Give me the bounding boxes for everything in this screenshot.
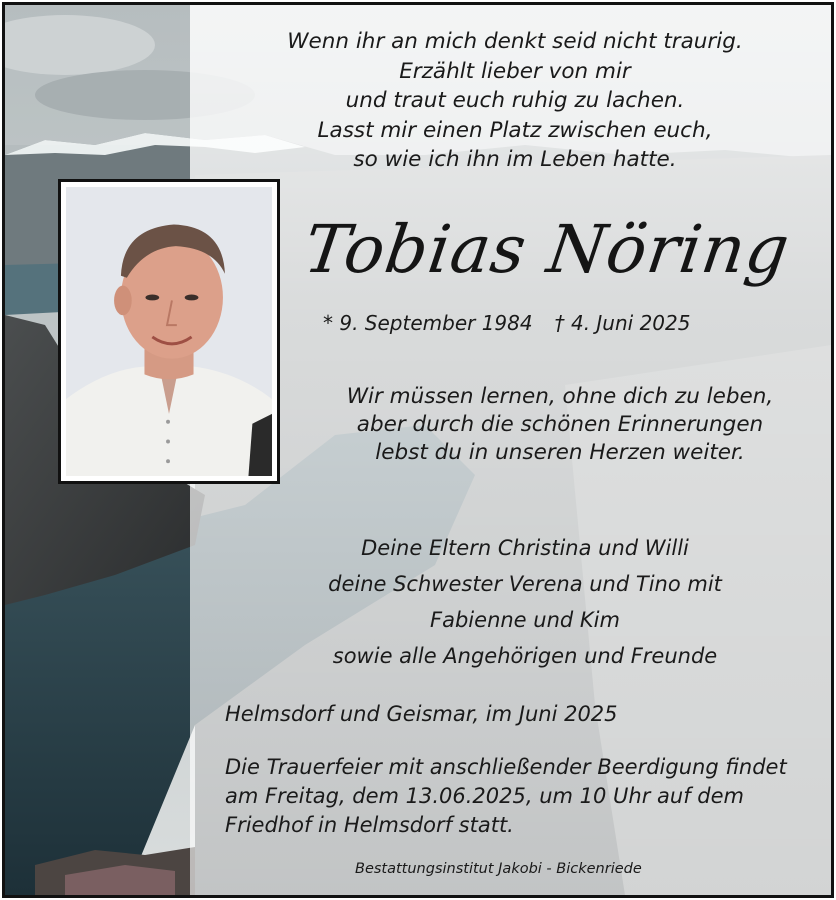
funeral-line: Friedhof in Helmsdorf statt.	[225, 813, 514, 837]
funeral-notice	[225, 753, 825, 840]
place-and-date: Helmsdorf und Geismar, im Juni 2025	[225, 702, 618, 726]
obituary-card	[2, 2, 834, 898]
mourners-list	[255, 530, 795, 674]
mourner-line: deine Schwester Verena und Tino mit	[328, 572, 722, 596]
portrait-image	[66, 187, 272, 476]
funeral-line: am Freitag, dem 13.06.2025, um 10 Uhr auf dem	[225, 784, 745, 808]
portrait-photo	[58, 179, 280, 484]
life-dates	[323, 311, 690, 335]
deceased-name: Tobias Nöring	[299, 211, 795, 288]
mourner-line: sowie alle Angehörigen und Freunde	[332, 644, 718, 668]
memorial-verse	[305, 383, 815, 467]
poem-line: so wie ich ihn im Leben hatte.	[353, 147, 677, 172]
birth-date: * 9. September 1984	[323, 311, 533, 335]
funeral-line: Die Trauerfeier mit anschließender Beerdigung findet	[225, 755, 787, 779]
poem-line: Wenn ihr an mich denkt seid nicht traurig.	[287, 29, 743, 54]
poem-line: Lasst mir einen Platz zwischen euch,	[317, 117, 713, 143]
mourner-line: Deine Eltern Christina und Willi	[361, 536, 689, 560]
poem-line: Erzählt lieber von mir	[399, 58, 631, 84]
death-date: † 4. Juni 2025	[554, 311, 691, 335]
mourner-line: Fabienne und Kim	[430, 608, 620, 632]
undertaker-credit: Bestattungsinstitut Jakobi - Bickenriede	[355, 861, 642, 877]
memo-line: lebst du in unseren Herzen weiter.	[375, 440, 745, 465]
memo-line: Wir müssen lernen, ohne dich zu leben,	[346, 384, 774, 409]
opening-poem	[235, 27, 795, 175]
memo-line: aber durch die schönen Erinnerungen	[356, 412, 764, 437]
left-sky-tint	[5, 5, 190, 145]
poem-line: und traut euch ruhig zu lachen.	[345, 88, 685, 113]
